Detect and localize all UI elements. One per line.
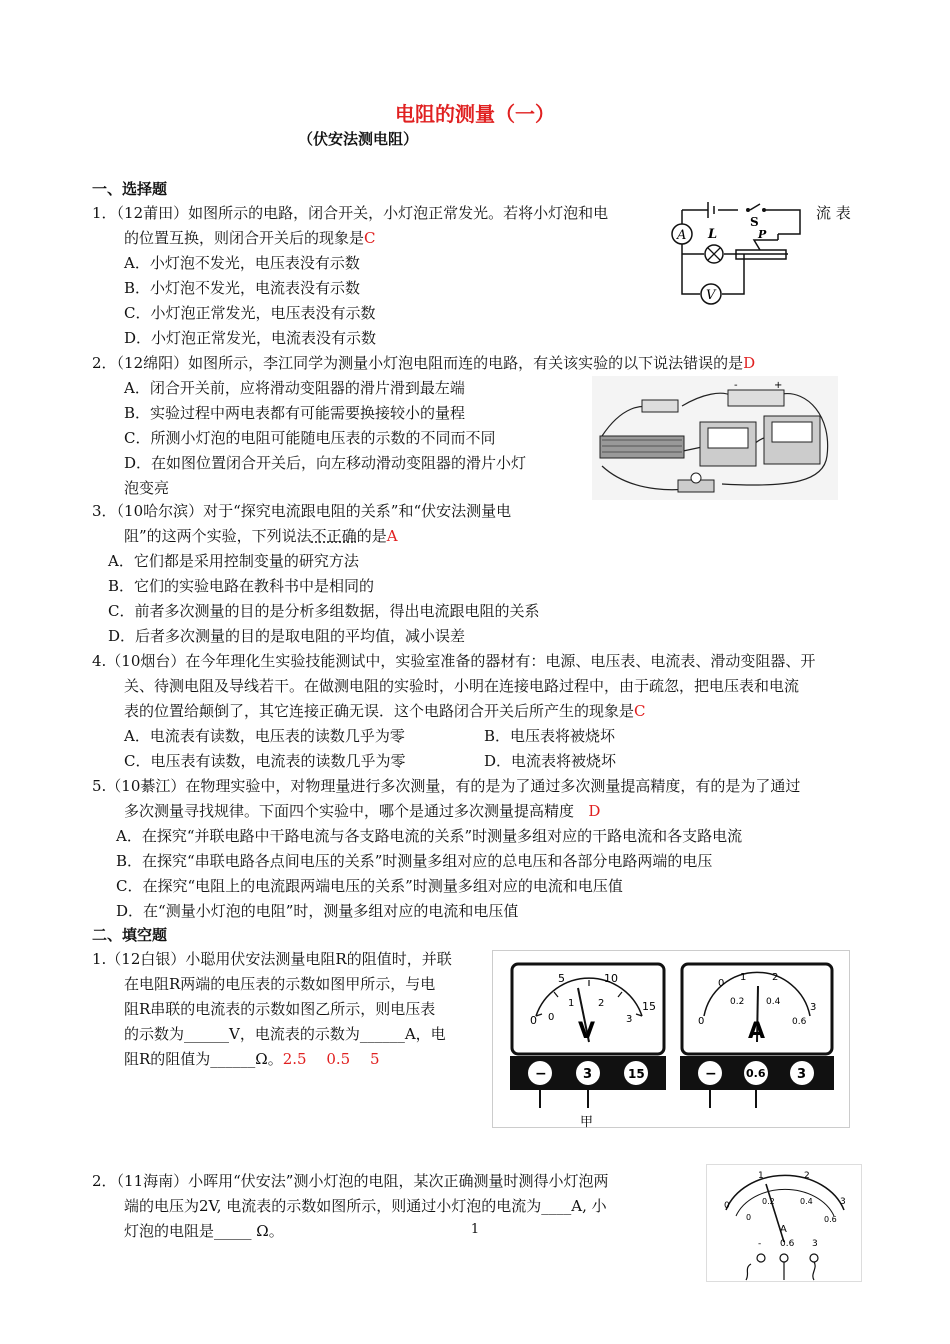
f1-line3: 阻R串联的电流表的示数如图乙所示，则电压表: [124, 1000, 436, 1018]
circuit-label-lamp: L: [708, 227, 718, 242]
svg-text:10: 10: [604, 972, 618, 985]
ammeter-symbol-label: A: [748, 1019, 766, 1044]
q3-option-c: C．前者多次测量的目的是分析多组数据，得出电流跟电阻的关系: [108, 602, 540, 620]
q5-option-d: D．在“测量小灯泡的电阻”时，测量多组对应的电流和电压值: [116, 902, 519, 920]
q3-line2: 阻”的这两个实验，下列说法不正确的是A: [124, 527, 398, 545]
q2-answer: D: [743, 354, 756, 372]
f1-line5: 阻R的阻值为______Ω。2.5 0.5 5: [124, 1050, 380, 1068]
svg-text:1: 1: [740, 972, 747, 983]
q4-line3: 表的位置给颠倒了，其它连接正确无误．这个电路闭合开关后所产生的现象是C: [124, 702, 646, 720]
f1-line2: 在电阻R两端的电压表的示数如图甲所示，与电: [124, 975, 436, 993]
svg-text:0: 0: [530, 1014, 537, 1027]
svg-text:3: 3: [626, 1014, 633, 1025]
ammeter-dial: [680, 964, 834, 1108]
q4-option-c: C．电压表有读数，电流表的读数几乎为零: [124, 752, 406, 770]
q2-option-a: A．闭合开关前，应将滑动变阻器的滑片滑到最左端: [124, 379, 465, 397]
page-number: 1: [470, 1222, 480, 1237]
rheostat-part: [600, 436, 684, 458]
q5-option-a: A．在探究“并联电路中干路电流与各支路电流的关系”时测量多组对应的干路电流和各支路电流: [116, 827, 743, 845]
f1-meters-figure: [492, 950, 850, 1128]
q4-line2: 关、待测电阻及导线若干。在做测电阻的实验时，小明在连接电路过程中，由于疏忽，把电压表和电流: [124, 677, 800, 695]
svg-text:5: 5: [558, 972, 565, 985]
page-subtitle: （伏安法测电阻）: [298, 130, 419, 148]
svg-text:3: 3: [583, 1067, 593, 1082]
section-heading-choice: 一、选择题: [92, 180, 168, 198]
q5-answer: D: [588, 802, 601, 820]
svg-text:0: 0: [718, 978, 725, 989]
circuit-label-slider: P: [758, 228, 767, 241]
q2-option-d: D．在如图位置闭合开关后，向左移动滑动变阻器的滑片小灯: [124, 454, 527, 472]
q1-circuit-diagram: [668, 196, 808, 308]
svg-text:15: 15: [628, 1067, 645, 1081]
q4-option-b: B．电压表将被烧坏: [484, 727, 616, 745]
q3-line1: 3．（10哈尔滨）对于“探究电流跟电阻的关系”和“伏安法测量电: [92, 502, 512, 520]
figure-caption-jia: 甲: [580, 1115, 594, 1128]
q2-line1: 2．（12绵阳）如图所示，李江同学为测量小灯泡电阻而连的电路，有关该实验的以下说法错误的是D: [92, 354, 756, 372]
svg-text:+: +: [774, 380, 783, 391]
q1-option-a: A．小灯泡不发光，电压表没有示数: [124, 254, 360, 272]
svg-text:2: 2: [804, 1171, 810, 1181]
q4-line1: 4.（10烟台）在今年理化生实验技能测试中，实验室准备的器材有：电源、电压表、电流表、滑动变阻器、开: [92, 652, 816, 670]
svg-text:3: 3: [812, 1239, 818, 1249]
section-heading-fill: 二、填空题: [92, 926, 168, 944]
q3-option-b: B．它们的实验电路在教科书中是相同的: [108, 577, 375, 595]
circuit-label-ammeter: A: [677, 228, 687, 243]
svg-text:-: -: [758, 1239, 762, 1249]
q4-option-d: D．电流表将被烧坏: [484, 752, 617, 770]
svg-text:3: 3: [840, 1197, 846, 1207]
q5-option-c: C．在探究“电阻上的电流跟两端电压的关系”时测量多组对应的电流和电压值: [116, 877, 623, 895]
svg-text:-: -: [734, 380, 738, 391]
svg-text:0: 0: [548, 1012, 555, 1023]
svg-text:0.6: 0.6: [780, 1239, 795, 1249]
q2-option-b: B．实验过程中两电表都有可能需要换接较小的量程: [124, 404, 466, 422]
svg-text:1: 1: [568, 998, 575, 1009]
svg-text:2: 2: [598, 998, 605, 1009]
circuit-label-voltmeter: V: [706, 288, 716, 303]
q3-option-d: D．后者多次测量的目的是取电阻的平均值，减小误差: [108, 627, 466, 645]
svg-text:0.6: 0.6: [746, 1067, 766, 1080]
q1-line1-tail: 流 表: [816, 204, 851, 222]
svg-text:0.6: 0.6: [824, 1215, 837, 1224]
q5-line1: 5.（10綦江）在物理实验中，对物理量进行多次测量，有的是为了通过多次测量提高精度，有的是为了通过: [92, 777, 801, 795]
q3-answer: A: [386, 527, 398, 545]
q1-line1: 1．（12莆田）如图所示的电路，闭合开关，小灯泡正常发光。若将小灯泡和电: [92, 204, 609, 222]
svg-text:3: 3: [797, 1067, 807, 1082]
svg-text:3: 3: [810, 1002, 817, 1013]
f1-line4: 的示数为______V，电流表的示数为______A，电: [124, 1025, 446, 1043]
circuit-label-switch: S: [750, 215, 759, 229]
svg-text:−: −: [705, 1066, 717, 1082]
q1-option-b: B．小灯泡不发光，电流表没有示数: [124, 279, 361, 297]
svg-text:0: 0: [724, 1201, 730, 1211]
q3-emphasis: 不正确: [311, 527, 357, 545]
q1-line2: 的位置互换，则闭合开关后的现象是C: [124, 229, 376, 247]
f1-answer: 2.5 0.5 5: [282, 1050, 380, 1068]
q1-option-c: C．小灯泡正常发光，电压表没有示数: [124, 304, 376, 322]
svg-text:0: 0: [698, 1016, 705, 1027]
q2-option-d-cont: 泡变亮: [124, 479, 170, 497]
svg-text:15: 15: [642, 1000, 656, 1013]
svg-text:0.4: 0.4: [800, 1197, 813, 1206]
f2-line1: 2．（11海南）小晖用“伏安法”测小灯泡的电阻，某次正确测量时测得小灯泡两: [92, 1172, 609, 1190]
q4-option-a: A．电流表有读数，电压表的读数几乎为零: [124, 727, 405, 745]
q5-option-b: B．在探究“串联电路各点间电压的关系”时测量多组对应的总电压和各部分电路两端的电压: [116, 852, 713, 870]
svg-text:0.2: 0.2: [762, 1197, 775, 1206]
svg-text:0.2: 0.2: [730, 997, 745, 1007]
q2-option-c: C．所测小灯泡的电阻可能随电压表的示数的不同而不同: [124, 429, 496, 447]
q5-line2: 多次测量寻找规律。下面四个实验中，哪个是通过多次测量提高精度 D: [124, 802, 601, 820]
page-title: 电阻的测量（一）: [395, 102, 555, 126]
q1-option-d: D．小灯泡正常发光，电流表没有示数: [124, 329, 377, 347]
svg-text:0: 0: [746, 1213, 752, 1222]
q1-answer: C: [364, 229, 376, 247]
f1-line1: 1.（12白银）小聪用伏安法测量电阻R的阻值时，并联: [92, 950, 452, 968]
voltmeter-symbol-label: V: [578, 1019, 596, 1044]
q3-option-a: A．它们都是采用控制变量的研究方法: [108, 552, 359, 570]
svg-text:1: 1: [758, 1171, 764, 1181]
svg-text:0.4: 0.4: [766, 997, 781, 1007]
svg-text:0.6: 0.6: [792, 1017, 807, 1027]
q2-apparatus-figure: [592, 376, 838, 500]
q4-answer: C: [634, 702, 646, 720]
f2-line2: 端的电压为2V, 电流表的示数如图所示，则通过小灯泡的电流为____A, 小: [124, 1197, 607, 1215]
svg-text:2: 2: [772, 972, 779, 983]
svg-text:A: A: [780, 1224, 787, 1235]
battery-box: [728, 390, 784, 406]
switch-part: [642, 400, 678, 412]
svg-text:−: −: [535, 1066, 547, 1082]
f2-line3: 灯泡的电阻是_____ Ω。: [124, 1222, 284, 1240]
